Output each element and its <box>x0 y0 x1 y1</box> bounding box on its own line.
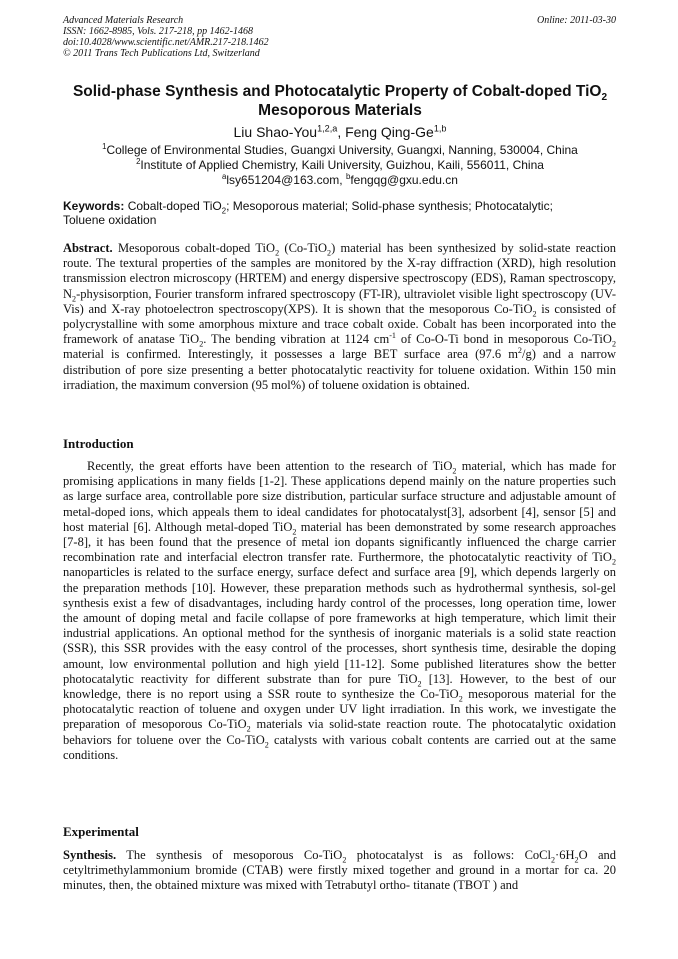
author-2: Feng Qing-Ge <box>345 124 434 140</box>
author-list <box>40 124 640 140</box>
intro-sub: 2 <box>417 679 422 689</box>
abstract-t2: (Co-TiO <box>279 241 328 255</box>
abstract-label: Abstract. <box>63 241 113 255</box>
affiliation-1-text: College of Environmental Studies, Guangxi University, Guangxi, Nanning, 530004, China <box>106 143 578 157</box>
abstract-t6: . The bending vibration at 1124 cm <box>203 332 390 347</box>
intro-p2: material, which has made for promising applications in many fields [1-2]. These applications depend mainly on the nature properties such as large surface area, controllable pore size distribution, particular surface structure and adjustable amount of metal-doped ions, which appeals them to ideal candidates for photocatalyst[3], adsorbent [4], sensor [5] and host material [6]. Although metal-doped TiO <box>63 459 616 534</box>
abstract-sub: 2 <box>532 309 537 319</box>
abstract-t4: -physisorption, Fourier transform infrared spectroscopy (FT-IR), ultraviolet visible light spectroscopy (UV-Vis) and X-ray photoelectron spectroscopy(XPS). It is shown that the mesoporous Co-TiO <box>63 286 616 316</box>
abstract-sub: 2 <box>72 294 77 304</box>
author-1: Liu Shao-You <box>233 124 318 140</box>
keywords-line2: Toluene oxidation <box>63 213 157 227</box>
online-date: Online: 2011-03-30 <box>537 15 616 26</box>
exp-t3: ·6H <box>555 848 575 862</box>
intro-sub: 2 <box>611 557 616 567</box>
abstract-sup: 2 <box>517 346 522 356</box>
author-separator: , <box>337 124 346 140</box>
intro-sub: 2 <box>292 527 297 537</box>
abstract-t1: Mesoporous cobalt-doped TiO <box>112 241 276 255</box>
email-b-sup: b <box>345 172 351 181</box>
affiliation-2-text: Institute of Applied Chemistry, Kaili University, Guizhou, Kaili, 556011, China <box>140 158 544 172</box>
email-a-sup: a <box>222 172 227 181</box>
abstract-t9: /g) and a narrow distribution of pore size presenting a better photocatalytic reactivity for toluene oxidation. Within 150 min irradiation, the maximum conversion (95 mol%) of toluene oxidation is obtained. <box>63 347 616 392</box>
paper-title <box>40 82 640 120</box>
intro-sub: 2 <box>452 466 457 476</box>
abstract-sub: 2 <box>611 339 616 349</box>
intro-sub: 2 <box>264 740 269 750</box>
keywords-text-a: Cobalt-doped TiO <box>124 199 222 213</box>
intro-sub: 2 <box>458 694 463 704</box>
affiliation-2 <box>40 158 640 172</box>
abstract-sub: 2 <box>199 339 204 349</box>
abstract-t5: is consisted of polycrystalline with some amorphous mixture and trace cobalt oxide. Cobalt has been incorporated into the framework of anatase TiO <box>63 301 616 347</box>
exp-sub: 2 <box>550 855 556 865</box>
intro-p5: [13]. However, to the best of our knowledge, there is no report using a SSR route to synthesize the Co-TiO <box>63 671 616 702</box>
affiliation-1 <box>40 143 640 157</box>
intro-p4: nanoparticles is related to the surface energy, surface defect and surface area [9], which depends largerly on the preparation methods [10]. However, these preparation methods such as hydrothermal synthesis, sol-gel synthesis exist a few of disadvantages, including hardy control of the processes, long operation time, lower the amount of doping metal and facile collapse of pore frameworks at high temperature, which limit their industrial applications. An optional method for the synthesis of inorganic materials is a solid state reaction (SSR), this SSR provides with the easy control of the processes, short synthesis time, desirable the doping amount, low environmental pollution and high yield [11-12]. Some published literatures show the better photocatalytic reactivity for different substrate than for pure TiO <box>63 565 616 686</box>
abstract-t8: material is confirmed. Interestingly, it possesses a large BET surface area (97.6 m <box>63 347 518 362</box>
abstract-sub: 2 <box>327 248 332 258</box>
email-b-link[interactable]: fengqg@gxu.edu.cn <box>350 173 458 187</box>
abstract-sub: 2 <box>275 248 280 258</box>
keywords-text-b: ; Mesoporous material; Solid-phase synthesis; Photocatalytic; <box>226 199 553 213</box>
abstract-t3: ) material has been synthesized by solid-state reaction route. The textural properties of the samples are monitored by the X-ray diffraction (XRD), high resolution transmission electron microscopy (HRTEM) and energy dispersive spectroscopy (EDS), Raman spectroscopy, N <box>63 241 616 301</box>
introduction-heading: Introduction <box>63 436 134 451</box>
affiliation-1-sup: 1 <box>102 142 107 151</box>
keywords-label: Keywords: <box>63 199 125 213</box>
introduction-paragraph <box>63 459 616 763</box>
experimental-heading: Experimental <box>63 824 139 839</box>
keywords <box>63 199 616 227</box>
intro-p8: catalysts with various cobalt contents are carried out at the same conditions. <box>63 732 616 762</box>
intro-p3: material has been demonstrated by some research approaches [7-8], it has been found that the presence of metal ion dopants significantly influenced the charge carrier recombination rate and interfacial electron transfer rate. Furthermore, the photocatalytic reactivity of TiO <box>63 519 616 565</box>
author-1-sup: 1,2,a <box>317 123 338 134</box>
intro-p7: materials via solid-state reaction route. The photocatalytic oxidation behaviors for toluene over the Co-TiO <box>63 717 616 747</box>
email-a-link[interactable]: lsy651204@163.com, <box>226 173 346 187</box>
intro-p1: Recently, the great efforts have been attention to the research of TiO <box>87 459 453 473</box>
abstract-t7: of Co-O-Ti bond in mesoporous Co-TiO <box>395 332 612 347</box>
exp-t1: The synthesis of mesoporous Co-TiO <box>116 848 343 862</box>
author-2-sup: 1,b <box>433 123 447 134</box>
synthesis-paragraph <box>63 848 616 894</box>
intro-p6: mesoporous material for the photocatalytic reaction of toluene and oxygen under UV light irradiation. In this work, we investigate the preparation of mesoporous Co-TiO <box>63 687 616 732</box>
abstract-sup: -1 <box>389 331 396 341</box>
copyright-line: © 2011 Trans Tech Publications Ltd, Switzerland <box>63 48 260 59</box>
exp-sub: 2 <box>574 855 579 865</box>
exp-sub: 2 <box>342 855 347 865</box>
title-subscript: 2 <box>601 92 608 104</box>
journal-name: Advanced Materials Research <box>63 15 184 26</box>
keywords-sub: 2 <box>221 206 227 216</box>
journal-header <box>63 15 616 59</box>
title-line2: Mesoporous Materials <box>258 102 422 119</box>
exp-t2: photocatalyst is as follows: CoCl <box>346 848 551 862</box>
synthesis-label: Synthesis. <box>63 848 117 862</box>
email-line <box>40 173 640 187</box>
abstract <box>63 241 616 393</box>
doi-line: doi:10.4028/www.scientific.net/AMR.217-218.1462 <box>63 37 269 48</box>
affiliation-2-sup: 2 <box>136 157 141 166</box>
issn-line: ISSN: 1662-8985, Vols. 217-218, pp 1462-1468 <box>63 26 253 37</box>
exp-t4: O and cetyltrimethylammonium bromide (CTAB) were firstly mixed together and ground in a mortar for ca. 20 minutes, then, the obtained mixture was mixed with Tetrabutyl ortho- titanate (TBOT ) and <box>63 848 617 893</box>
intro-sub: 2 <box>246 724 251 734</box>
title-line1: Solid-phase Synthesis and Photocatalytic Property of Cobalt-doped TiO <box>72 83 602 100</box>
